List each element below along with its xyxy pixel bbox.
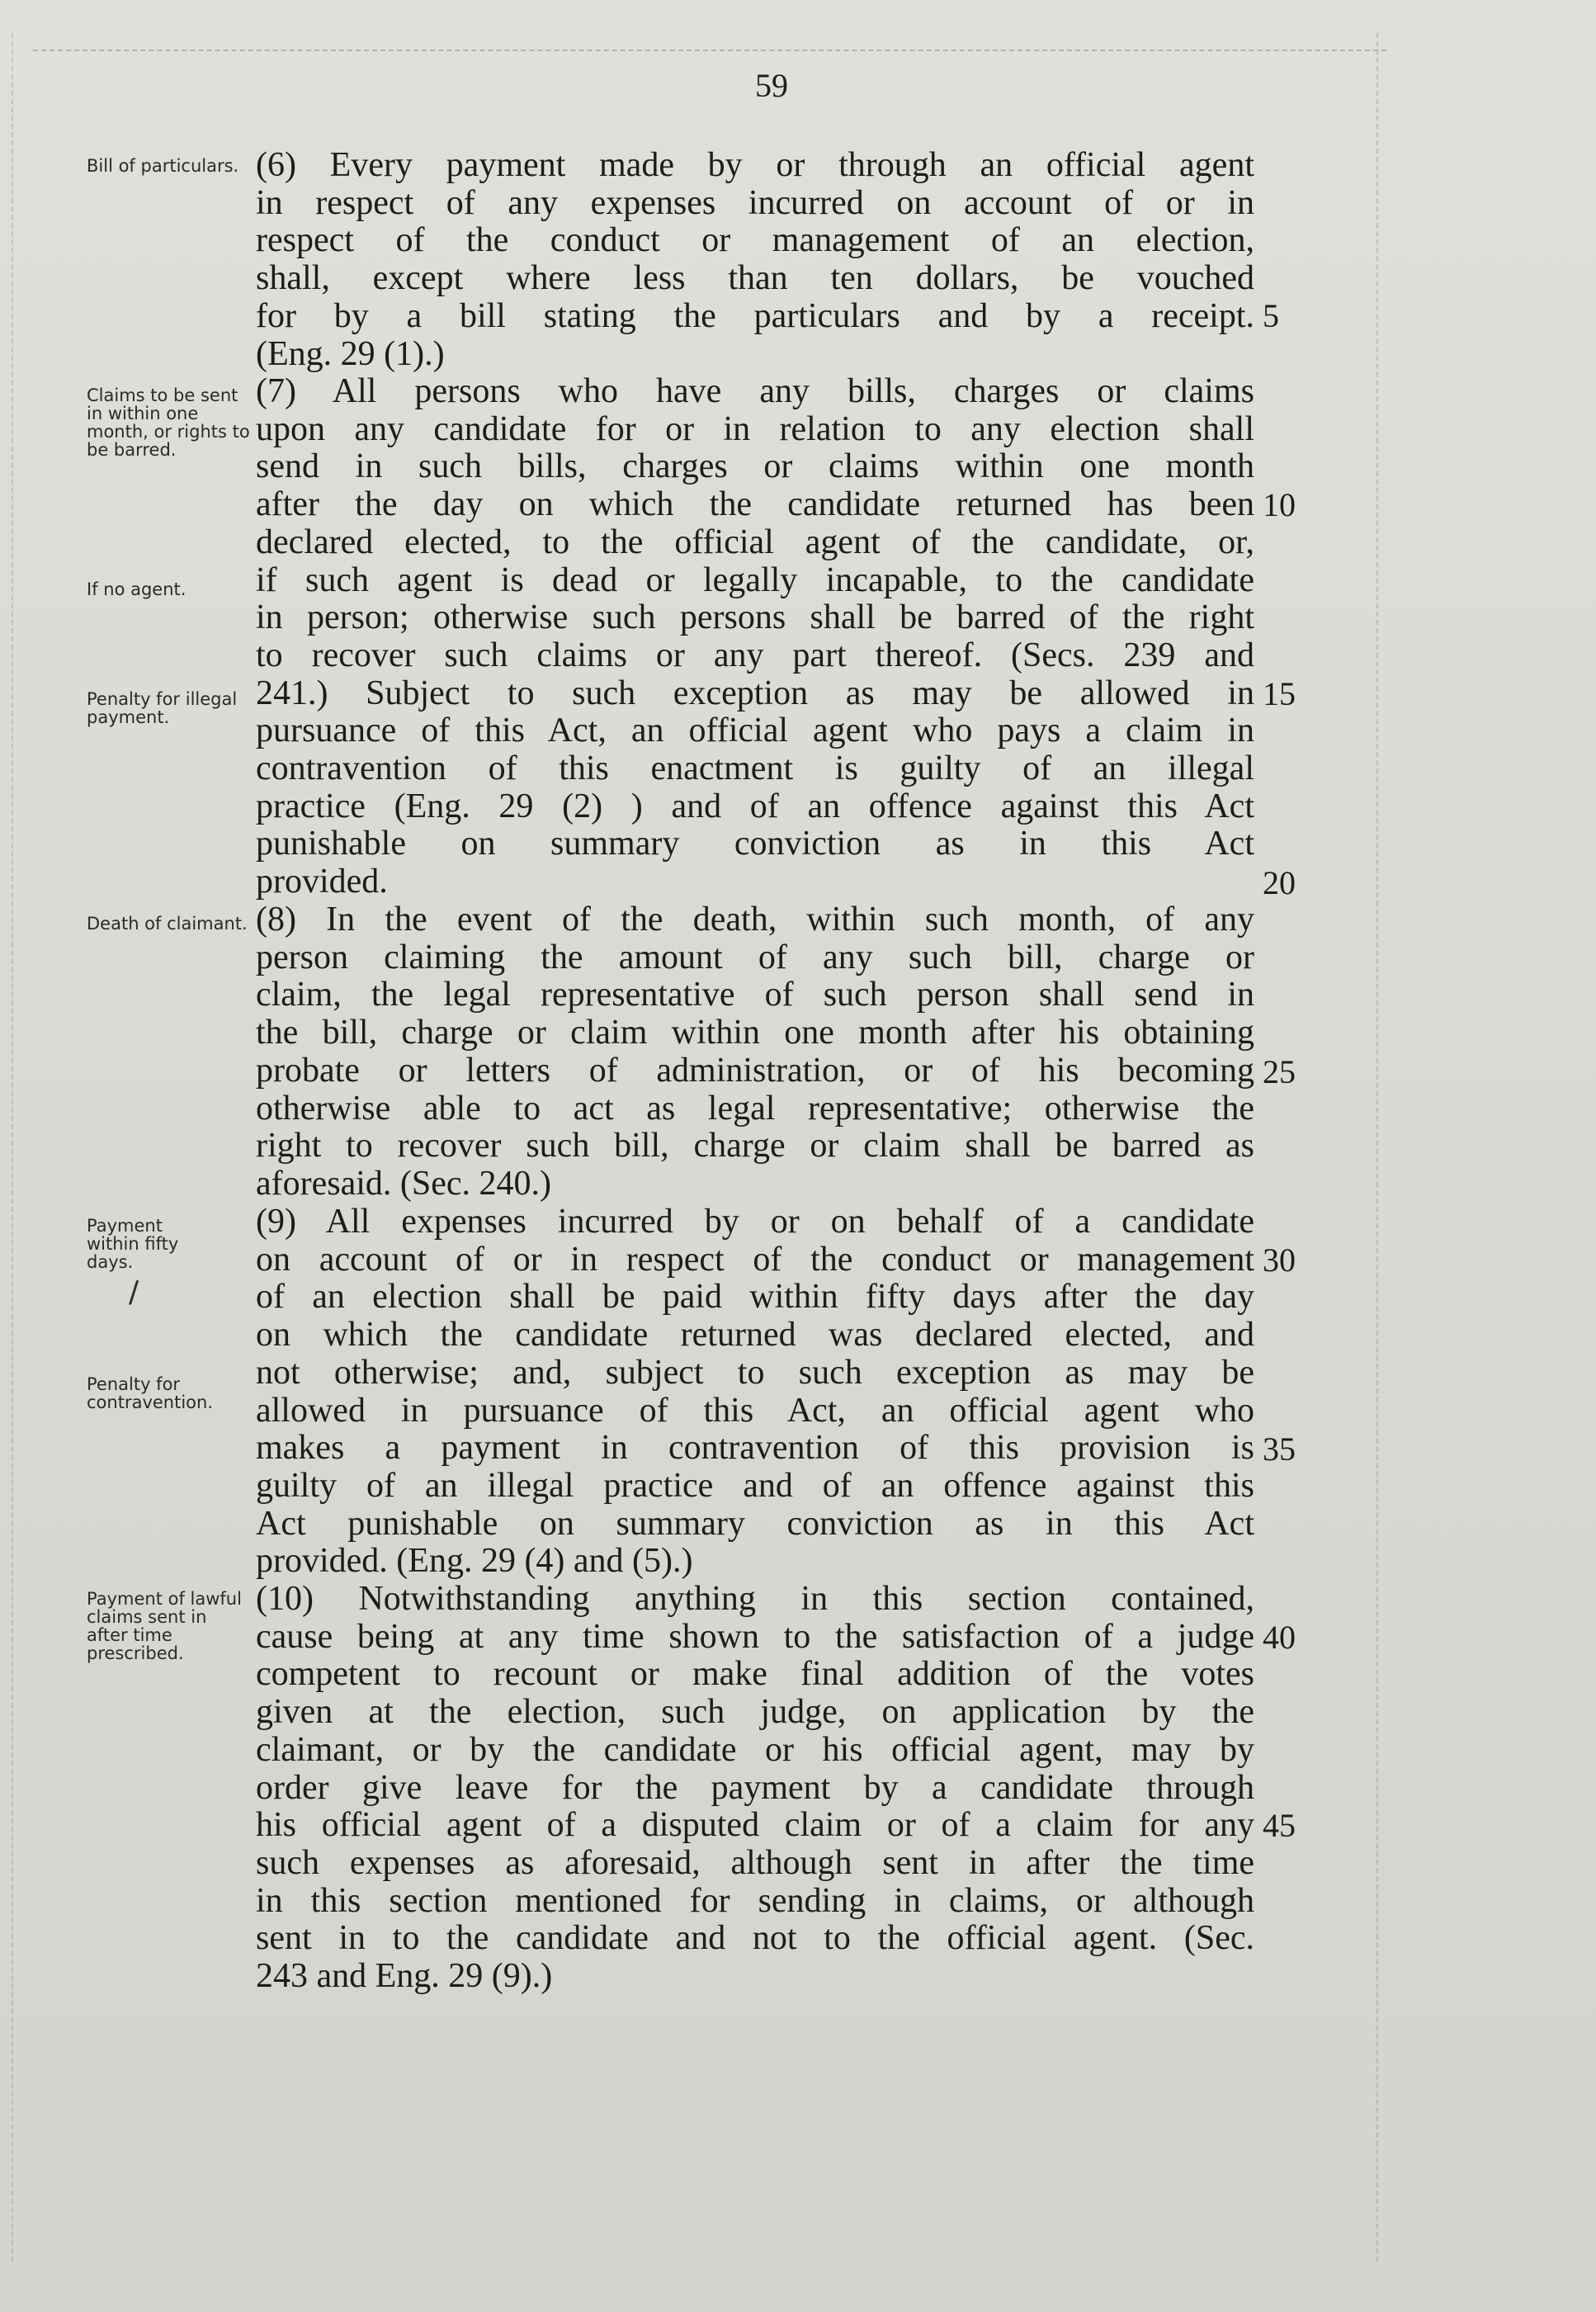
text-line: cause being at any time shown to the satisfaction of a judge bbox=[256, 1617, 1254, 1656]
text-line: in respect of any expenses incurred on account of or in bbox=[256, 183, 1254, 222]
text-line: (Eng. 29 (1).) bbox=[256, 334, 445, 373]
line-number-20: 20 bbox=[1263, 864, 1296, 901]
text-line: practice (Eng. 29 (2) ) and of an offence against this Act bbox=[256, 787, 1254, 825]
text-line: not otherwise; and, subject to such exception as may be bbox=[256, 1353, 1254, 1392]
text-line: claim, the legal representative of such person shall send in bbox=[256, 976, 1254, 1014]
text-line: sent in to the candidate and not to the official agent. (Sec. bbox=[256, 1919, 1254, 1958]
paragraph-9 bbox=[256, 1203, 1254, 1581]
text-line: aforesaid. (Sec. 240.) bbox=[256, 1164, 552, 1203]
text-line: probate or letters of administration, or of his becoming bbox=[256, 1051, 1254, 1090]
paragraph-8 bbox=[256, 901, 1254, 1203]
text-line: Act punishable on summary conviction as in this Act bbox=[256, 1504, 1254, 1543]
text-line: (6) Every payment made by or through an official agent bbox=[256, 146, 1254, 184]
line-number-5: 5 bbox=[1263, 297, 1279, 334]
paragraph-6 bbox=[256, 147, 1254, 373]
right-page-edge bbox=[1376, 33, 1378, 2262]
top-rule bbox=[33, 50, 1386, 51]
margin-note-bill-of-particulars: Bill of particulars. bbox=[87, 156, 239, 176]
text-line: of an election shall be paid within fifty days after the day bbox=[256, 1278, 1254, 1317]
text-line: contravention of this enactment is guilty of an illegal bbox=[256, 749, 1254, 788]
text-line: respect of the conduct or management of an election, bbox=[256, 221, 1254, 260]
line-number-40: 40 bbox=[1263, 1619, 1296, 1656]
margin-note-death-of-claimant: Death of claimant. bbox=[87, 914, 248, 934]
text-line: on which the candidate returned was declared elected, and bbox=[256, 1316, 1254, 1355]
text-line: upon any candidate for or in relation to any election shall bbox=[256, 409, 1254, 448]
text-line: 241.) Subject to such exception as may be allowed in bbox=[256, 674, 1254, 712]
text-line: (9) All expenses incurred by or on behalf of a candidate bbox=[256, 1203, 1254, 1241]
line-number-45: 45 bbox=[1263, 1807, 1296, 1844]
text-line: guilty of an illegal practice and of an offence against this bbox=[256, 1466, 1254, 1505]
text-line: declared elected, to the official agent of the candidate, or, bbox=[256, 522, 1254, 561]
text-line: shall, except where less than ten dollars, be vouched bbox=[256, 259, 1254, 298]
text-line: competent to recount or make final addition of the votes bbox=[256, 1655, 1254, 1694]
text-line: (7) All persons who have any bills, charges or claims bbox=[256, 372, 1254, 410]
text-line: such expenses as aforesaid, although sent in after the time bbox=[256, 1843, 1254, 1882]
text-line: his official agent of a disputed claim or of a claim for any bbox=[256, 1806, 1254, 1845]
text-line: in this section mentioned for sending in claims, or although bbox=[256, 1881, 1254, 1920]
text-line: (10) Notwithstanding anything in this section contained, bbox=[256, 1580, 1254, 1618]
paragraph-7 bbox=[256, 373, 1254, 901]
text-line: 243 and Eng. 29 (9).) bbox=[256, 1957, 553, 1996]
text-line: for by a bill stating the particulars and by a receipt. bbox=[256, 296, 1254, 335]
margin-note-penalty-contravention: Penalty for contravention. bbox=[87, 1374, 213, 1412]
line-number-25: 25 bbox=[1263, 1053, 1296, 1090]
text-line: pursuance of this Act, an official agent who pays a claim in bbox=[256, 712, 1254, 750]
left-page-edge bbox=[12, 33, 13, 2262]
paragraph-10 bbox=[256, 1581, 1254, 1996]
text-line: makes a payment in contravention of this provision is bbox=[256, 1429, 1254, 1468]
line-number-10: 10 bbox=[1263, 486, 1296, 523]
line-number-15: 15 bbox=[1263, 675, 1296, 712]
margin-note-penalty-illegal-payment: Penalty for illegal payment. bbox=[87, 689, 238, 727]
line-number-30: 30 bbox=[1263, 1241, 1296, 1279]
text-line: punishable on summary conviction as in this Act bbox=[256, 825, 1254, 863]
text-line: after the day on which the candidate returned has been bbox=[256, 485, 1254, 524]
text-line: in person; otherwise such persons shall be barred of the right bbox=[256, 598, 1254, 637]
margin-note-payment-fifty-days: Payment within fifty days. bbox=[87, 1216, 179, 1272]
text-line: to recover such claims or any part thereof. (Secs. 239 and bbox=[256, 636, 1254, 674]
margin-note-no-agent: If no agent. bbox=[87, 579, 187, 599]
text-line: right to recover such bill, charge or claim shall be barred as bbox=[256, 1127, 1254, 1165]
text-line: person claiming the amount of any such bill, charge or bbox=[256, 938, 1254, 976]
text-line: (8) In the event of the death, within such month, of any bbox=[256, 901, 1254, 939]
text-line: order give leave for the payment by a candidate through bbox=[256, 1768, 1254, 1807]
text-line: if such agent is dead or legally incapable, to the candidate bbox=[256, 560, 1254, 599]
text-line: otherwise able to act as legal representative; otherwise the bbox=[256, 1089, 1254, 1128]
text-line: given at the election, such judge, on application by the bbox=[256, 1693, 1254, 1732]
text-line: provided. (Eng. 29 (4) and (5).) bbox=[256, 1542, 693, 1581]
pen-mark: / bbox=[129, 1275, 139, 1309]
page-number: 59 bbox=[755, 67, 788, 104]
text-line: provided. bbox=[256, 863, 388, 901]
text-line: send in such bills, charges or claims within one month bbox=[256, 447, 1254, 486]
line-number-35: 35 bbox=[1263, 1430, 1296, 1468]
text-line: allowed in pursuance of this Act, an official agent who bbox=[256, 1391, 1254, 1430]
text-line: claimant, or by the candidate or his official agent, may by bbox=[256, 1730, 1254, 1769]
text-line: the bill, charge or claim within one month after his obtaining bbox=[256, 1014, 1254, 1052]
margin-note-lawful-claims-late: Payment of lawful claims sent in after time prescribed. bbox=[87, 1589, 242, 1663]
text-line: on account of or in respect of the conduct or management bbox=[256, 1240, 1254, 1279]
margin-note-claims-one-month: Claims to be sent in within one month, or rights to be barred. bbox=[87, 385, 250, 460]
